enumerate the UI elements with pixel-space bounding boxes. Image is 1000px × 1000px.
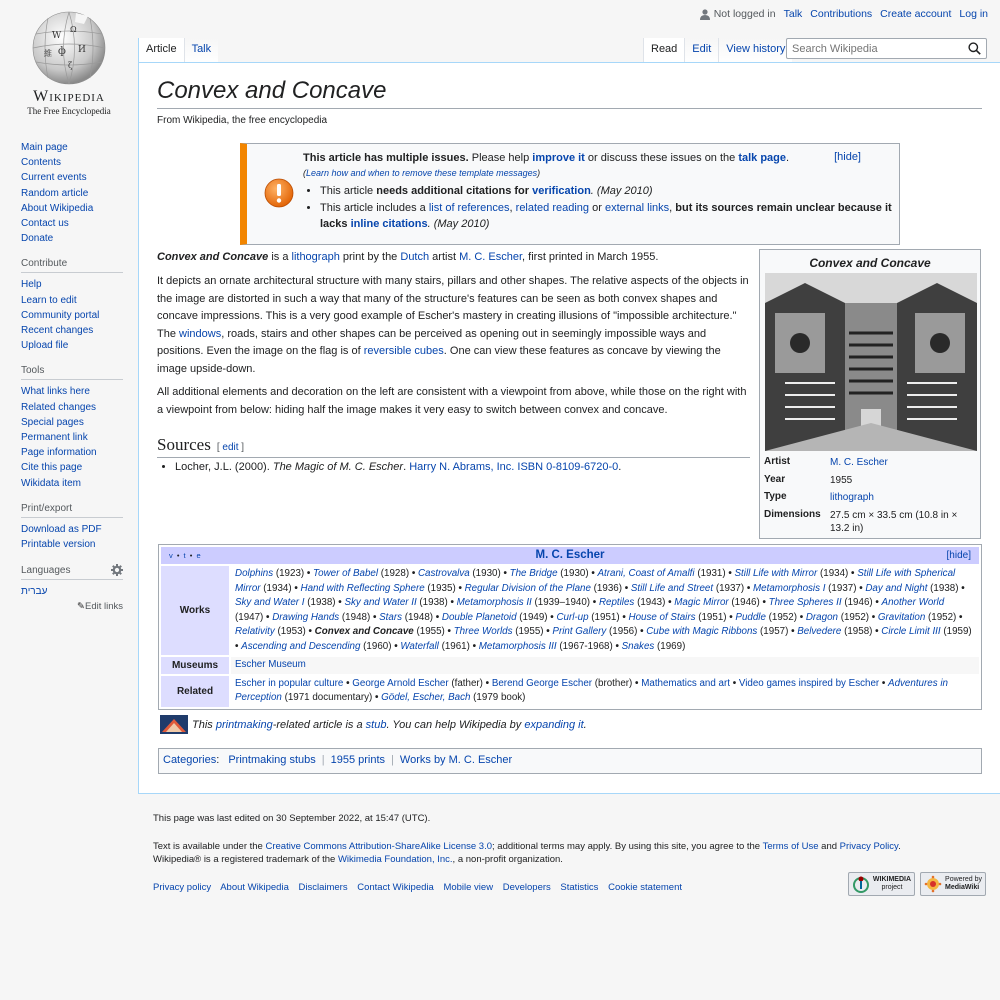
ambox-hide-button[interactable]: [hide]	[834, 151, 861, 163]
navbox-work-link[interactable]: Atrani, Coast of Amalfi	[597, 568, 695, 579]
bullet-separator: •	[482, 677, 492, 689]
navbox-work-link[interactable]: Reptiles	[598, 597, 635, 608]
logo-wordmark: Wikipedia	[33, 88, 105, 105]
contribute-portal	[21, 258, 123, 353]
navbox-related-link[interactable]: Escher in popular culture	[235, 677, 344, 689]
navbox-work-link[interactable]: Double Planetoid	[441, 611, 517, 623]
sidebar-item-page-information[interactable]: Page information	[21, 447, 97, 459]
navbox-view-link[interactable]: v	[169, 551, 174, 560]
wikipedia-logo[interactable]	[19, 10, 119, 122]
bullet-separator: •	[447, 597, 457, 608]
pencil-icon: ✎	[77, 601, 85, 613]
bullet-separator: •	[547, 611, 557, 623]
terms-of-use-link[interactable]: Terms of Use	[762, 840, 819, 852]
sidebar-item-cite-this-page[interactable]: Cite this page	[21, 462, 83, 474]
gear-icon[interactable]	[111, 564, 123, 576]
bullet-separator: •	[726, 611, 736, 623]
tools-heading: Tools	[21, 365, 123, 380]
improve-it-link[interactable]: improve it	[532, 152, 585, 164]
bullet-separator: •	[848, 568, 858, 579]
infobox	[759, 249, 981, 539]
bullet-separator: •	[872, 597, 882, 608]
sidebar-item-download-pdf[interactable]: Download as PDF	[21, 523, 102, 535]
bullet-separator: •	[759, 597, 769, 608]
sources-list	[161, 461, 621, 473]
svg-text:ф: ф	[58, 46, 66, 57]
bullet-separator: •	[729, 677, 739, 689]
category-1955-prints[interactable]: 1955 prints	[330, 754, 386, 766]
personal-tools	[700, 8, 988, 20]
footer-disclaimers[interactable]: Disclaimers	[298, 881, 348, 893]
last-edited: This page was last edited on 30 September 2022, at 15:47 (UTC).	[153, 813, 431, 824]
navbox-work-link[interactable]: Print Gallery	[552, 626, 607, 637]
search-input[interactable]	[787, 40, 957, 59]
bullet-separator: •	[335, 597, 345, 608]
inline-citations-link[interactable]: inline citations	[350, 218, 428, 230]
navbox-museums-list	[231, 657, 979, 674]
paragraph-depiction: It depicts an ornate architectural structure with many stairs, pillars and other shapes. The relative aspects of the objects in the image are distorted in such a way that many of the structure's features can be seen as both convex shapes and concave impressions. This is a very good example of Escher's mastery in creating illusions of "impossible architecture." The windows, roads, stairs and other shapes can be perceived as opening out in seemingly impossible ways and positions. Even the image on the flag is of reversible cubes. One can view these features as concave by viewing the image upside-down.	[157, 275, 749, 375]
navbox-work-link[interactable]: Snakes	[621, 640, 655, 652]
navbox-work-link[interactable]: Castrovalva	[417, 568, 470, 579]
navbox-related-link[interactable]: Adventures in Perception	[235, 677, 948, 703]
sources-edit-link[interactable]: edit	[222, 442, 239, 453]
navbox-work-link[interactable]: Another World	[881, 597, 945, 608]
navbox-related-link[interactable]: Mathematics and art	[641, 677, 730, 689]
bullet-separator: •	[469, 640, 479, 652]
warning-icon	[264, 178, 294, 208]
bullet-separator: •	[744, 582, 754, 594]
navbox-work-link[interactable]: Relativity	[235, 626, 275, 637]
footer-privacy-policy[interactable]: Privacy policy	[153, 881, 212, 893]
talk-link[interactable]: Talk	[783, 8, 803, 20]
navbox-work-link[interactable]: Magic Mirror	[674, 597, 729, 608]
tab-read[interactable]: Read	[643, 38, 684, 63]
escher-link[interactable]: M. C. Escher	[459, 251, 523, 263]
navbox-work-link[interactable]: Dolphins	[235, 568, 274, 579]
sidebar-item-hebrew[interactable]: עברית	[21, 586, 48, 598]
paragraph-lead: Convex and Concave is a lithograph print by the Dutch artist M. C. Escher, first printed in March 1955.	[157, 251, 659, 263]
bullet-separator: •	[433, 611, 442, 623]
learn-how-link[interactable]: Learn how and when to remove these template messages	[306, 168, 538, 178]
footer-mobile-view[interactable]: Mobile view	[443, 881, 494, 893]
bullet-separator: •	[372, 692, 382, 703]
footer-statistics[interactable]: Statistics	[560, 881, 599, 893]
languages-portal	[21, 564, 123, 612]
related-reading-link[interactable]: related reading	[515, 201, 590, 214]
sidebar-item-wikidata-item[interactable]: Wikidata item	[21, 477, 82, 489]
mediawiki-icon	[924, 875, 942, 893]
issues-list	[303, 183, 893, 233]
list-item: • Locher, J.L. (2000). The Magic of M. C. Escher. Harry N. Abrams, Inc. ISBN 0-8109-6720-0.	[175, 461, 621, 473]
category-printmaking-stubs[interactable]: Printmaking stubs	[228, 754, 316, 766]
lithograph-link[interactable]: lithograph	[291, 251, 340, 263]
bullet-separator: •	[590, 597, 599, 608]
sidebar-item-community-portal[interactable]: Community portal	[21, 309, 100, 321]
artwork-illustration	[765, 273, 977, 451]
navbox-group-museums: Museums	[161, 657, 229, 674]
navbox-vte: v • t • e	[169, 551, 202, 560]
external-links-link[interactable]: external links	[604, 201, 670, 214]
navbox-escher	[158, 544, 982, 710]
navbox-work-link[interactable]: Waterfall	[400, 640, 439, 652]
bullet-separator: •	[856, 582, 866, 594]
navbox-work-link[interactable]: Regular Division of the Plane	[464, 582, 591, 594]
bullet-separator: •	[543, 626, 553, 637]
table-row: Year 1955	[764, 473, 853, 486]
trademark-text: Wikipedia® is a registered trademark of the Wikimedia Foundation, Inc., a non-profit organization.	[153, 854, 563, 865]
printmaking-stub-icon	[160, 715, 188, 734]
sources-heading-text: Sources	[157, 435, 211, 454]
ambox-title: This article has multiple issues.	[303, 152, 469, 164]
categories-label[interactable]: Categories	[163, 754, 217, 766]
infobox-artist-link[interactable]: M. C. Escher	[830, 457, 888, 468]
navbox-work-link[interactable]: Still Life with Mirror	[734, 568, 818, 579]
bullet-separator: •	[725, 568, 735, 579]
navbox-work-link[interactable]: Sky and Water I	[235, 597, 305, 608]
windows-link[interactable]: windows	[179, 327, 222, 340]
navbox-related-list: Escher in popular culture • George Arnold Escher (father) • Berend George Escher (brother) • Mathematics and art • Video games inspired by Escher • Adventures in Perception (1971 documentary) • Gödel, Escher, Bach (1979 book)	[235, 677, 948, 703]
bullet-separator: •	[621, 582, 631, 594]
bullet-separator: •	[500, 568, 510, 579]
publisher-link[interactable]: Harry N. Abrams, Inc.	[409, 461, 515, 473]
print-export-heading: Print/export	[21, 503, 123, 518]
isbn-link[interactable]: ISBN 0-8109-6720-0	[517, 461, 619, 473]
footer-cookie-statement[interactable]: Cookie statement	[608, 881, 683, 893]
sources-heading: Sources [ edit ]	[157, 435, 750, 458]
infobox-table	[764, 454, 978, 538]
bullet-separator: •	[958, 582, 965, 594]
privacy-policy-link[interactable]: Privacy Policy	[839, 840, 899, 852]
sidebar-item-contents[interactable]: Contents	[21, 157, 62, 169]
navbox-work-link[interactable]: Three Spheres II	[768, 597, 842, 608]
artwork-image[interactable]	[765, 273, 977, 451]
languages-heading: Languages	[21, 564, 71, 576]
navbox-work-link[interactable]: Drawing Hands	[272, 611, 340, 623]
edit-links-label[interactable]: Edit links	[84, 601, 123, 613]
category-works-by-escher[interactable]: Works by M. C. Escher	[399, 754, 513, 766]
reversible-cubes-link[interactable]: reversible cubes	[363, 345, 444, 357]
navbox-group-related: Related	[161, 676, 229, 707]
bullet-separator: •	[956, 611, 963, 623]
navbox-work-link[interactable]: Three Worlds	[453, 626, 513, 637]
namespace-tabs	[138, 38, 218, 63]
navbox-related-link[interactable]: Berend George Escher	[491, 677, 593, 689]
bullet-separator: •	[263, 611, 273, 623]
navbox-related-link[interactable]: George Arnold Escher	[352, 677, 449, 689]
navbox-work-link[interactable]: Cube with Magic Ribbons	[646, 626, 758, 637]
talk-page-link[interactable]: talk page	[738, 152, 787, 164]
navbox-edit-link[interactable]: e	[196, 551, 202, 560]
bullet-separator: •	[796, 611, 806, 623]
navbox-work-link[interactable]: Metamorphosis III	[478, 640, 557, 652]
sidebar-item-upload-file[interactable]: Upload file	[21, 340, 69, 352]
print-export-portal	[21, 503, 123, 552]
wikipedia-globe-icon	[28, 10, 110, 86]
navbox-works-list: Dolphins (1923) • Tower of Babel (1928) • Castrovalva (1930) • The Bridge (1930) • Atrani, Coast of Amalfi (1931) • Still Life with Mirror (1934) • Still Life with Spherical Mirror (1934) • Hand with Reflecting Sphere (1935) • Regular Division of the Plane (1936) • Still Life and Street (1937) • Metamorphosis I (1937) • Day and Night (1938) • Sky and Water I (1938) • Sky and Water II (1938) • Metamorphosis II (1939–1940) • Reptiles (1943) • Magic Mirror (1946) • Three Spheres II (1946) • Another World (1947) • Drawing Hands (1948) • Stars (1948) • Double Planetoid (1949) • Curl-up (1951) • House of Stairs (1951) • Puddle (1952) • Dragon (1952) • Gravitation (1952) • Relativity (1953) • Convex and Concave (1955) • Three Worlds (1955) • Print Gallery (1956) • Cube with Magic Ribbons (1957) • Belvedere (1958) • Circle Limit III (1959) • Ascending and Descending (1960) • Waterfall (1961) • Metamorphosis III (1967-1968) • Snakes (1969)	[235, 568, 972, 652]
sidebar-item-current-events[interactable]: Current events	[21, 172, 87, 184]
navbox-work-link[interactable]: Puddle	[735, 611, 766, 623]
bullet-separator: •	[291, 582, 301, 594]
sidebar-item-about[interactable]: About Wikipedia	[21, 202, 94, 214]
printmaking-link[interactable]: printmaking	[215, 718, 273, 731]
sidebar-item-related-changes[interactable]: Related changes	[21, 401, 97, 413]
svg-text:Ω: Ω	[70, 25, 77, 34]
tab-view-history[interactable]: View history	[718, 38, 792, 63]
tab-talk[interactable]: Talk	[184, 38, 219, 63]
svg-text:維: 維	[44, 49, 52, 58]
bullet-separator: •	[343, 677, 353, 689]
bullet-separator: •	[588, 568, 598, 579]
navbox-related-link[interactable]: Gödel, Escher, Bach	[381, 692, 471, 703]
content	[138, 62, 1000, 794]
list-item: • This article includes a list of references, related reading or external links, but its sources remain unclear because it lacks inline citations. (May 2010)	[320, 200, 893, 233]
navbox-work-link[interactable]: The Bridge	[509, 568, 558, 579]
navigation-portal	[21, 140, 123, 246]
infobox-type-link[interactable]: lithograph	[830, 492, 874, 503]
navbox-work-link[interactable]: House of Stairs	[628, 611, 696, 623]
sidebar-item-what-links-here[interactable]: What links here	[21, 386, 90, 398]
wikimedia-badge[interactable]: WIKIMEDIA project	[848, 872, 915, 896]
bullet-separator: •	[444, 626, 454, 637]
navbox-work-link[interactable]: Circle Limit III	[881, 626, 941, 637]
edit-links[interactable]	[21, 601, 123, 612]
list-item: • This article needs additional citations for verification. (May 2010)	[320, 183, 893, 200]
contribute-heading: Contribute	[21, 258, 123, 273]
list-of-references-link[interactable]: list of references	[428, 201, 510, 214]
navbox-talk-link[interactable]: t	[183, 551, 187, 560]
create-account-link[interactable]: Create account	[880, 8, 952, 20]
wikimedia-foundation-link[interactable]: Wikimedia Foundation, Inc.	[337, 854, 453, 865]
navbox-work-link[interactable]: Belvedere	[797, 626, 842, 637]
bullet-separator: •	[872, 626, 882, 637]
category-links: Categories: Printmaking stubs | 1955 prints | Works by M. C. Escher	[158, 748, 982, 774]
tab-edit[interactable]: Edit	[684, 38, 718, 63]
stub-notice: This printmaking-related article is a stub. You can help Wikipedia by expanding it.	[160, 715, 587, 734]
navbox-work-link[interactable]: Gravitation	[877, 611, 926, 623]
escher-museum-link[interactable]: Escher Museum	[235, 659, 306, 670]
bullet-separator: •	[612, 640, 622, 652]
search-icon[interactable]	[968, 42, 981, 55]
ambox-body: This article has multiple issues. Please help improve it or discuss these issues on the talk page. (Learn how and when to remove these template messages) • This article needs additional citations for verification. (May 2010) • This article includes a list of references, related reading or external links, but its sources remain unclear because it lacks inline citations. (May 2010)	[303, 151, 893, 233]
table-row: Dimensions 27.5 cm × 33.5 cm (10.8 in × 13.2 in)	[764, 508, 958, 534]
navbox-work-link[interactable]: Sky and Water II	[344, 597, 417, 608]
not-logged-in	[700, 8, 776, 20]
cc-license-link[interactable]: Creative Commons Attribution-ShareAlike License 3.0	[265, 840, 493, 852]
sidebar-item-special-pages[interactable]: Special pages	[21, 416, 84, 428]
navbox-title-link[interactable]: M. C. Escher	[535, 549, 605, 561]
footer-about-wikipedia[interactable]: About Wikipedia	[220, 881, 289, 893]
bullet-separator: •	[665, 597, 675, 608]
bullet-separator: •	[455, 582, 465, 594]
multiple-issues-box	[240, 143, 900, 245]
bullet-separator: •	[409, 568, 418, 579]
sidebar-item-recent-changes[interactable]: Recent changes	[21, 325, 94, 337]
navbox-work-link[interactable]: Day and Night	[865, 582, 928, 594]
navbox-hide-button[interactable]: [hide]	[946, 550, 971, 561]
bullet-separator: •	[632, 677, 642, 689]
contributions-link[interactable]: Contributions	[810, 8, 873, 20]
svg-text:W: W	[52, 31, 62, 41]
view-tabs	[643, 38, 792, 63]
mediawiki-badge[interactable]: Powered by MediaWiki	[920, 872, 986, 896]
navbox-work-link[interactable]: Hand with Reflecting Sphere	[300, 582, 425, 594]
not-logged-in-label: Not logged in	[713, 8, 776, 20]
bullet-separator: •	[619, 611, 629, 623]
sidebar-item-random-article[interactable]: Random article	[21, 187, 89, 199]
expanding-it-link[interactable]: expanding it	[524, 718, 584, 731]
bullet-separator: •	[304, 568, 314, 579]
bullet-separator: •	[637, 626, 647, 637]
page-title: Convex and Concave	[157, 77, 982, 109]
bullet-separator: •	[370, 611, 380, 623]
user-icon	[700, 9, 710, 20]
navbox-work-link[interactable]: Still Life with Spherical Mirror	[235, 568, 956, 594]
svg-text:И: И	[78, 45, 86, 55]
footer-developers[interactable]: Developers	[502, 881, 551, 893]
sidebar-item-learn-to-edit[interactable]: Learn to edit	[21, 294, 77, 306]
sidebar-item-permanent-link[interactable]: Permanent link	[21, 432, 88, 444]
license-text: Text is available under the Creative Commons Attribution-ShareAlike License 3.0; additional terms may apply. By using this site, you agree to the Terms of Use and Privacy Policy.	[153, 840, 901, 852]
sidebar-item-printable-version[interactable]: Printable version	[21, 539, 96, 551]
navbox-work-link[interactable]: Stars	[379, 611, 402, 623]
bullet-separator: •	[391, 640, 401, 652]
table-row: Type lithograph	[764, 491, 874, 503]
sidebar-item-help[interactable]: Help	[21, 279, 42, 291]
bullet-separator: •	[879, 677, 889, 689]
navbox-related-link[interactable]: Video games inspired by Escher	[738, 677, 880, 689]
navbox-work-link[interactable]: Curl-up	[556, 611, 589, 623]
navbox-work-link[interactable]: Metamorphosis I	[753, 582, 826, 594]
navbox-work-link: Convex and Concave	[314, 626, 414, 637]
log-in-link[interactable]: Log in	[959, 8, 988, 20]
footer-contact-wikipedia[interactable]: Contact Wikipedia	[357, 881, 434, 893]
verification-link[interactable]: verification	[532, 185, 591, 197]
svg-text:ζ: ζ	[68, 61, 73, 70]
navbox-work-link[interactable]: Metamorphosis II	[456, 597, 532, 608]
bullet-separator: •	[235, 640, 242, 652]
bullet-separator: •	[869, 611, 878, 623]
tools-portal	[21, 365, 123, 490]
search-box	[786, 38, 987, 59]
bullet-separator: •	[788, 626, 798, 637]
bullet-separator: •	[305, 626, 315, 637]
wikimedia-icon	[852, 875, 870, 893]
navbox-work-link[interactable]: Tower of Babel	[313, 568, 379, 579]
stub-link[interactable]: stub	[365, 718, 387, 731]
powered-by-badges	[848, 872, 986, 896]
navbox-work-link[interactable]: Still Life and Street	[630, 582, 714, 594]
infobox-title: Convex and Concave	[809, 256, 931, 270]
sidebar-item-contact[interactable]: Contact us	[21, 218, 69, 230]
sidebar	[0, 140, 138, 624]
dutch-link[interactable]: Dutch	[400, 251, 430, 263]
paragraph-viewpoint: All additional elements and decoration on the left are consistent with a viewpoint from above, while those on the right with a viewpoint from below: hiding half the image makes it very easy to switch between convex and concave.	[157, 386, 747, 416]
site-subtitle: From Wikipedia, the free encyclopedia	[157, 115, 328, 126]
tab-article[interactable]: Article	[138, 38, 184, 63]
logo-tagline: The Free Encyclopedia	[27, 106, 111, 116]
navbox-group-works: Works	[161, 566, 229, 655]
sidebar-item-donate[interactable]: Donate	[21, 233, 54, 245]
sidebar-item-main-page[interactable]: Main page	[21, 142, 68, 153]
navbox-work-link[interactable]: Dragon	[805, 611, 838, 623]
table-row: Artist M. C. Escher	[764, 456, 888, 468]
navbox-work-link[interactable]: Ascending and Descending	[241, 640, 361, 652]
